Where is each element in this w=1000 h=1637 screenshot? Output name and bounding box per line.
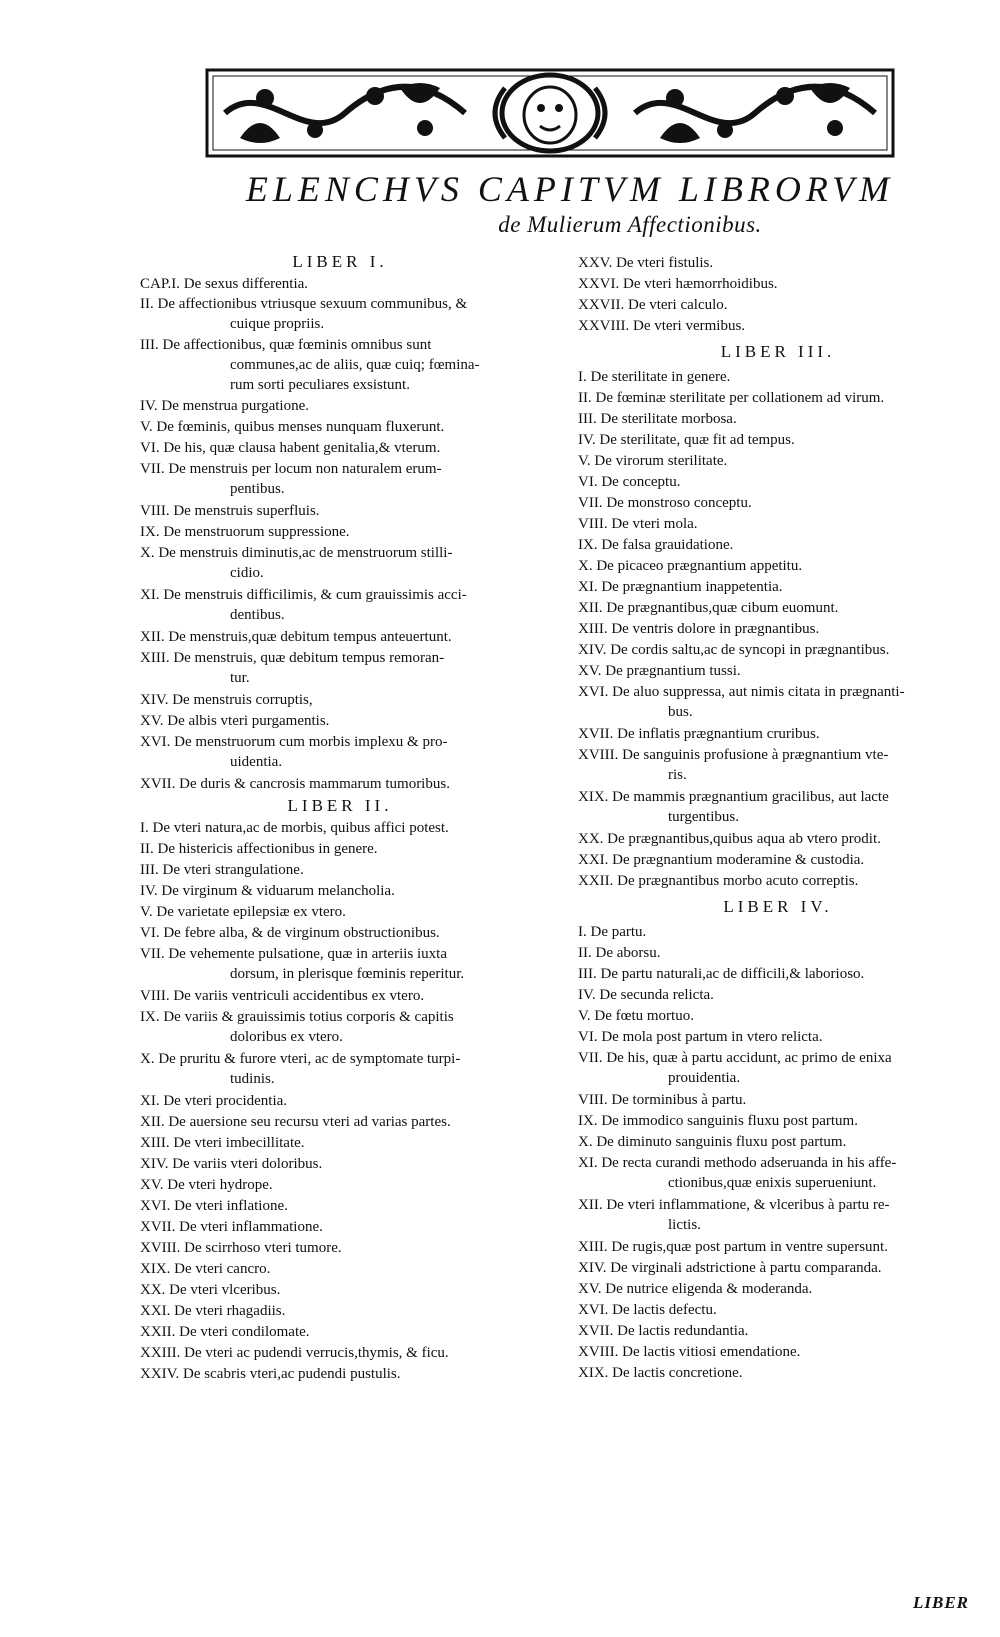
chapter-entry: XV. De vteri hydrope. <box>140 1177 273 1193</box>
chapter-entry: XIX. De lactis concretione. <box>578 1365 743 1381</box>
chapter-entry: XXII. De vteri condilomate. <box>140 1324 310 1340</box>
chapter-entry: II. De aborsu. <box>578 945 661 961</box>
chapter-entry: XVIII. De lactis vitiosi emendatione. <box>578 1344 801 1360</box>
chapter-entry: V. De varietate epilepsiæ ex vtero. <box>140 904 346 920</box>
chapter-entry: XXVI. De vteri hæmorrhoidibus. <box>578 276 778 292</box>
chapter-entry: XIII. De rugis,quæ post partum in ventre supersunt. <box>578 1239 888 1255</box>
chapter-entry: XVII. De duris & cancrosis mammarum tumoribus. <box>140 776 450 792</box>
chapter-entry: V. De fœtu mortuo. <box>578 1008 694 1024</box>
chapter-entry: I. De vteri natura,ac de morbis, quibus affici potest. <box>140 820 449 836</box>
chapter-entry-continuation: dorsum, in plerisque fœminis reperitur. <box>230 966 465 982</box>
chapter-entry: VIII. De torminibus à partu. <box>578 1092 747 1108</box>
chapter-entry: XXVII. De vteri calculo. <box>578 297 728 313</box>
chapter-entry: XV. De albis vteri purgamentis. <box>140 713 330 729</box>
decorative-headpiece <box>205 68 895 158</box>
chapter-entry: XVI. De lactis defectu. <box>578 1302 717 1318</box>
chapter-entry: X. De pruritu & furore vteri, ac de symptomate turpi- <box>140 1051 461 1067</box>
chapter-entry: VII. De menstruis per locum non naturalem erum- <box>140 461 442 477</box>
chapter-entry: CAP.I. De sexus differentia. <box>140 276 309 292</box>
chapter-entry: VII. De his, quæ à partu accidunt, ac primo de enixa <box>578 1050 892 1066</box>
chapter-entry: XXVIII. De vteri vermibus. <box>578 318 746 334</box>
catchword: LIBER <box>913 1593 970 1612</box>
chapter-entry: XV. De nutrice eligenda & moderanda. <box>578 1281 813 1297</box>
chapter-entry: XIX. De mammis prægnantium gracilibus, aut lacte <box>578 789 889 805</box>
chapter-entry: IV. De sterilitate, quæ fit ad tempus. <box>578 432 795 448</box>
chapter-entry: VI. De mola post partum in vtero relicta. <box>578 1029 823 1045</box>
chapter-entry: IV. De virginum & viduarum melancholia. <box>140 883 395 899</box>
chapter-entry: XXV. De vteri fistulis. <box>578 255 714 271</box>
chapter-entry: XXIII. De vteri ac pudendi verrucis,thymis, & ficu. <box>140 1345 449 1361</box>
chapter-entry-continuation: dentibus. <box>230 607 285 623</box>
chapter-entry: VIII. De menstruis superfluis. <box>140 503 320 519</box>
chapter-entry: IX. De menstruorum suppressione. <box>140 524 350 540</box>
chapter-entry: XIII. De vteri imbecillitate. <box>140 1135 305 1151</box>
chapter-entry: II. De affectionibus vtriusque sexuum communibus, & <box>140 296 468 312</box>
page-subtitle: de Mulierum Affectionibus. <box>498 212 762 237</box>
chapter-entry: IX. De immodico sanguinis fluxu post partum. <box>578 1113 858 1129</box>
chapter-entry-continuation: turgentibus. <box>668 809 739 825</box>
chapter-entry: XVI. De menstruorum cum morbis implexu & pro- <box>140 734 448 750</box>
book-heading: LIBER III. <box>720 342 836 361</box>
book-heading: LIBER II. <box>287 796 393 815</box>
chapter-entry: V. De virorum sterilitate. <box>578 453 728 469</box>
chapter-entry: XII. De vteri inflammatione, & vlceribus à partu re- <box>578 1197 890 1213</box>
chapter-entry: X. De picaceo prægnantium appetitu. <box>578 558 803 574</box>
chapter-entry: V. De fœminis, quibus menses nunquam fluxerunt. <box>140 419 445 435</box>
chapter-entry-continuation: ris. <box>668 767 687 783</box>
chapter-entry: VIII. De vteri mola. <box>578 516 698 532</box>
chapter-entry: XIII. De ventris dolore in prægnantibus. <box>578 621 820 637</box>
chapter-entry: IV. De menstrua purgatione. <box>140 398 309 414</box>
chapter-entry-continuation: cuique propriis. <box>230 316 325 332</box>
chapter-entry: II. De histericis affectionibus in genere. <box>140 841 378 857</box>
chapter-entry: XVI. De aluo suppressa, aut nimis citata in prægnanti- <box>578 684 905 700</box>
chapter-entry: IV. De secunda relicta. <box>578 987 714 1003</box>
chapter-entry: VII. De monstroso conceptu. <box>578 495 752 511</box>
chapter-entry: XI. De recta curandi methodo adseruanda in his affe- <box>578 1155 897 1171</box>
chapter-entry: III. De sterilitate morbosa. <box>578 411 737 427</box>
chapter-entry: XII. De auersione seu recursu vteri ad varias partes. <box>140 1114 451 1130</box>
chapter-entry: XVI. De vteri inflatione. <box>140 1198 288 1214</box>
chapter-entry: I. De sterilitate in genere. <box>578 369 731 385</box>
chapter-entry: VI. De his, quæ clausa habent genitalia,& vterum. <box>140 440 441 456</box>
chapter-entry-continuation: uidentia. <box>230 754 283 770</box>
chapter-entry-continuation: communes,ac de aliis, quæ cuiq; fœmina- <box>230 357 480 373</box>
chapter-entry-continuation: tudinis. <box>230 1071 275 1087</box>
chapter-entry: XVII. De vteri inflammatione. <box>140 1219 323 1235</box>
chapter-entry-continuation: doloribus ex vtero. <box>230 1029 343 1045</box>
chapter-entry: XVII. De lactis redundantia. <box>578 1323 749 1339</box>
chapter-entry-continuation: rum sorti peculiares exsistunt. <box>230 377 410 393</box>
chapter-entry: XI. De prægnantium inappetentia. <box>578 579 783 595</box>
chapter-entry: X. De diminuto sanguinis fluxu post partum. <box>578 1134 847 1150</box>
chapter-entry: VI. De febre alba, & de virginum obstructionibus. <box>140 925 440 941</box>
chapter-entry: III. De partu naturali,ac de difficili,& laborioso. <box>578 966 865 982</box>
chapter-entry-continuation: bus. <box>668 704 693 720</box>
chapter-entry: XXII. De prægnantibus morbo acuto correptis. <box>578 873 859 889</box>
chapter-entry: XII. De menstruis,quæ debitum tempus anteuertunt. <box>140 629 452 645</box>
chapter-entry: VIII. De variis ventriculi accidentibus ex vtero. <box>140 988 425 1004</box>
chapter-entry: I. De partu. <box>578 924 647 940</box>
chapter-entry: XIV. De virginali adstrictione à partu comparanda. <box>578 1260 882 1276</box>
chapter-entry-continuation: pentibus. <box>230 481 285 497</box>
chapter-entry: XIV. De cordis saltu,ac de syncopi in prægnantibus. <box>578 642 890 658</box>
chapter-entry-continuation: lictis. <box>668 1217 701 1233</box>
chapter-entry: XVII. De inflatis prægnantium cruribus. <box>578 726 820 742</box>
chapter-entry: XIV. De variis vteri doloribus. <box>140 1156 323 1172</box>
chapter-entry: III. De affectionibus, quæ fœminis omnibus sunt <box>140 337 432 353</box>
chapter-entry: XX. De vteri vlceribus. <box>140 1282 281 1298</box>
chapter-entry: III. De vteri strangulatione. <box>140 862 304 878</box>
chapter-entry: XVIII. De scirrhoso vteri tumore. <box>140 1240 342 1256</box>
chapter-entry-continuation: prouidentia. <box>668 1070 741 1086</box>
book-heading: LIBER I. <box>292 252 388 271</box>
chapter-entry: XIV. De menstruis corruptis, <box>140 692 313 708</box>
chapter-entry-continuation: ctionibus,quæ enixis superueniunt. <box>668 1175 877 1191</box>
chapter-entry: XXI. De prægnantium moderamine & custodia. <box>578 852 865 868</box>
chapter-entry: XIX. De vteri cancro. <box>140 1261 271 1277</box>
chapter-entry: XX. De prægnantibus,quibus aqua ab vtero prodit. <box>578 831 881 847</box>
chapter-entry: XV. De prægnantium tussi. <box>578 663 741 679</box>
chapter-entry: IX. De variis & grauissimis totius corporis & capitis <box>140 1009 454 1025</box>
chapter-entry: XVIII. De sanguinis profusione à prægnantium vte- <box>578 747 889 763</box>
chapter-entry: II. De fœminæ sterilitate per collationem ad virum. <box>578 390 885 406</box>
chapter-entry-continuation: cidio. <box>230 565 264 581</box>
chapter-entry: XXI. De vteri rhagadiis. <box>140 1303 286 1319</box>
chapter-entry: IX. De falsa grauidatione. <box>578 537 734 553</box>
chapter-entry: X. De menstruis diminutis,ac de menstruorum stilli- <box>140 545 453 561</box>
chapter-entry: VII. De vehemente pulsatione, quæ in arteriis iuxta <box>140 946 447 962</box>
book-heading: LIBER IV. <box>723 897 833 916</box>
page-title: ELENCHVS CAPITVM LIBRORVM <box>245 169 895 209</box>
chapter-entry: XI. De menstruis difficilimis, & cum grauissimis acci- <box>140 587 467 603</box>
chapter-entry: XIII. De menstruis, quæ debitum tempus remoran- <box>140 650 445 666</box>
chapter-entry: XI. De vteri procidentia. <box>140 1093 288 1109</box>
chapter-entry: XXIV. De scabris vteri,ac pudendi pustulis. <box>140 1366 401 1382</box>
chapter-entry: XII. De prægnantibus,quæ cibum euomunt. <box>578 600 839 616</box>
chapter-entry-continuation: tur. <box>230 670 250 686</box>
chapter-entry: VI. De conceptu. <box>578 474 681 490</box>
